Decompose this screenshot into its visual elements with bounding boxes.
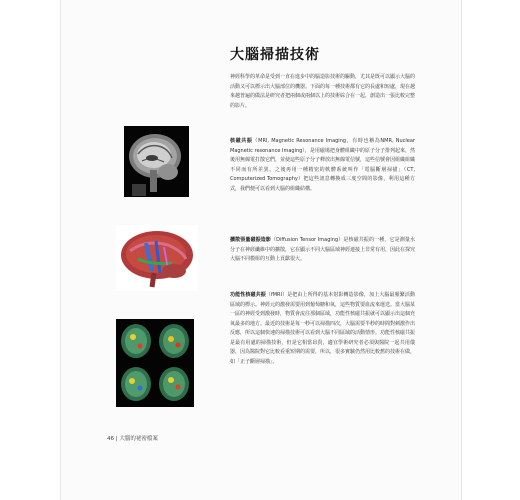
fmri-panel-1 — [121, 324, 151, 358]
mri-text: （MRI, Magnetic Resonance Imaging，有時也稱為NMR, Nuclear Magnetic resonance Imaging），是用磁場把身體組織中的原子分子排列起來，然後用無線電打散它們，並使這些原子分子釋放出無線電信號，這些信號會因組織組織不同而有所差異。之後再用一種精密的軟體系統叫作「電腦斷層掃描」（CT, Computerized Tomography）把這些訊息轉換成三度空間的影像，利用這種方式，我們便可以看到大腦的組織結構。 — [230, 138, 416, 192]
fmri-panel-4 — [159, 367, 189, 401]
footer-separator: | — [115, 436, 120, 442]
dti-term: 擴散張量磁振造影 — [230, 237, 271, 243]
intro-text: 神經科學的革命是受到一直在進步中的腦造影技術的驅動，尤其是既可以顯示大腦的活動又可以標示出大腦部位的機器。下面的每一種技術都有它的長處和短處，現在越來越普遍的做法是研究者把兩個或兩個以上的技術綜合在一起，創造出一張比較完整的影片。 — [230, 74, 416, 109]
mri-paragraph — [230, 137, 415, 194]
intro-paragraph — [230, 73, 415, 111]
fmri-panel-2 — [159, 324, 189, 358]
fmri-paragraph — [230, 291, 415, 367]
page-footer — [107, 434, 158, 442]
fmri-brain-images — [116, 319, 194, 407]
fmri-term: 功能性核磁共振 — [230, 292, 266, 298]
mri-brain-image — [124, 126, 189, 197]
page-number: 46 — [107, 436, 114, 442]
book-title: 大腦的祕密檔案 — [119, 436, 158, 442]
mri-term: 核磁共振 — [230, 138, 253, 144]
dti-text: （Diffusion Tensor Imaging）是核磁共振的一種，它是測量水分子在神經纖維中的擴散，它在顯示不同大腦區域神經連接上非常有用，因此在探究大腦不同模組的互動上貢獻很大。 — [230, 237, 416, 262]
dti-paragraph — [230, 236, 415, 265]
fmri-panel-3 — [121, 367, 151, 401]
section-title: 大腦掃描技術 — [230, 47, 320, 63]
fmri-text: （fMRI）是把由上所得的基本射影轉造影像，加上大腦最頻繁活動區域的標示。神經元的激發需要用到葡萄糖和氧，這些物質要血流來運送。當大腦某一區的神經受到激發時，物質會流往那個區域，功能性核磁共振就可以顯示出這個充氧最多的地方。最近的技術是每一秒可以掃描四次，大腦需要半秒的時間對刺激作出反應，所以這個快速的掃描技術可以看到大腦不同區域的活動情形。功能性核磁共振是最有用處的掃描技術，但是它相當昂貴，適宜學術研究者必須與醫院一起共用儀器，因為醫院對它比較看重短期的需要，所以，很多實驗仍然用比較舊的技術在做，如「正子斷層掃描」。 — [230, 292, 416, 365]
dti-brain-image — [116, 225, 198, 291]
